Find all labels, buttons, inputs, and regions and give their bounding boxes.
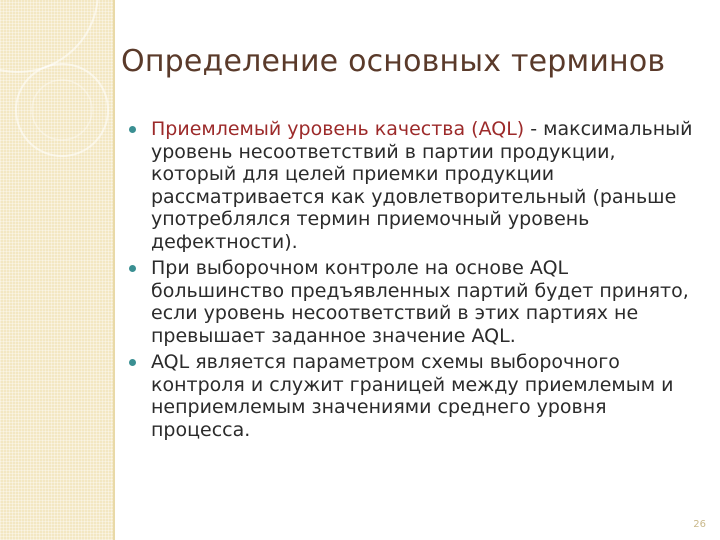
- bullet-icon: [129, 359, 136, 366]
- bullet-item: [127, 351, 702, 441]
- bullet-item: [127, 257, 702, 347]
- bullet-text: - максимальный уровень несоответствий в партии продукции, который для целей приемки продукции рассматривается как удовлетворительный (раньше употреблялся термин приемочный уровень дефектности).: [151, 118, 693, 253]
- bullet-text: При выборочном контроле на основе AQL большинство предъявленных партий будет принято, если уровень несоответствий в этих партиях не превышает заданное значение AQL.: [151, 257, 689, 347]
- term-highlight: Приемлемый уровень качества (AQL): [151, 118, 525, 140]
- bullet-icon: [129, 265, 136, 272]
- page-number: 26: [693, 519, 706, 530]
- decorative-circles: [0, 0, 115, 200]
- bullet-icon: [129, 126, 136, 133]
- slide-title: Определение основных терминов: [121, 44, 666, 79]
- bullet-text: AQL является параметром схемы выборочного контроля и служит границей между приемлемым и неприемлемым значениями среднего уровня процесса.: [151, 351, 674, 441]
- bullet-list: [127, 118, 702, 445]
- bullet-item: [127, 118, 702, 253]
